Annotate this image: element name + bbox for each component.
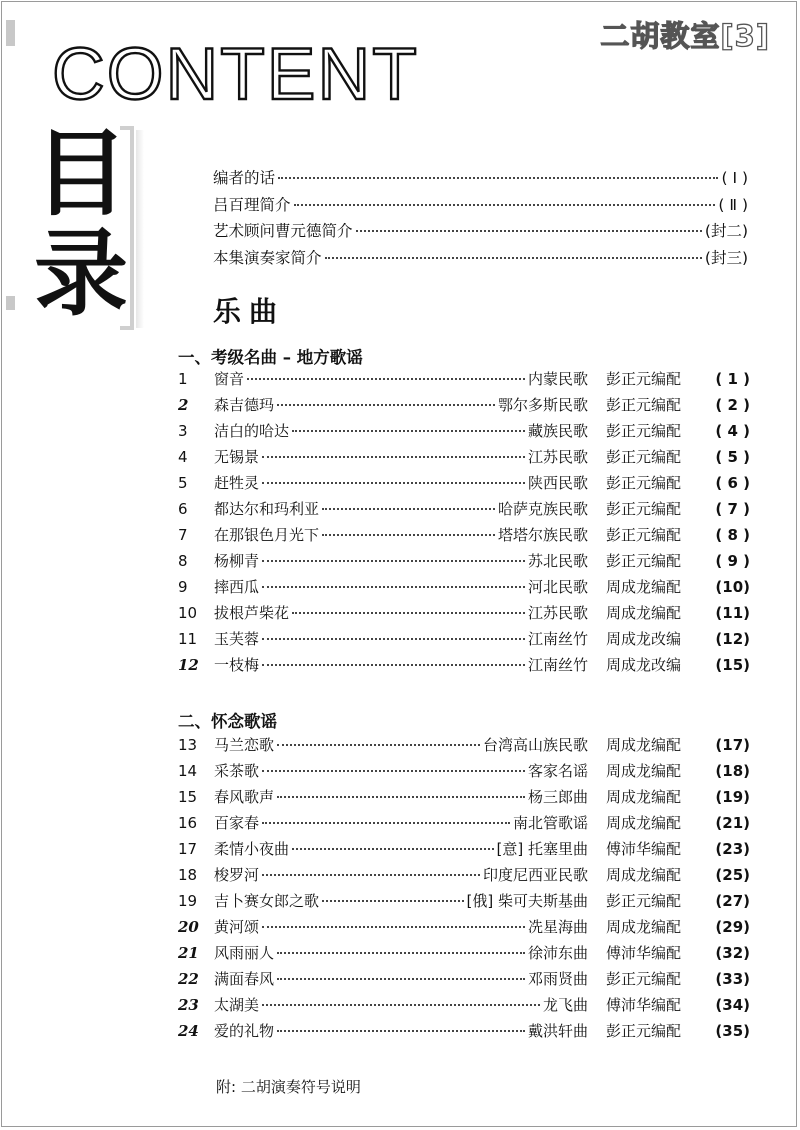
entry-title: 洁白的哈达 (214, 422, 290, 440)
front-matter-title: 本集演奏家简介 (213, 249, 322, 268)
entry-title: 柔情小夜曲 (214, 840, 290, 858)
appendix-note: 附: 二胡演奏符号说明 (216, 1078, 361, 1096)
entry-number: 13 (178, 736, 198, 754)
entry-title: 窗音 (214, 370, 245, 388)
entry-title: 吉卜赛女郎之歌 (214, 892, 320, 910)
entry-origin: 陕西民歌 (527, 474, 588, 492)
entry-title: 黄河颂 (214, 918, 260, 936)
toc-entry (178, 550, 750, 576)
entry-number: 16 (178, 814, 198, 832)
front-matter-item (213, 246, 748, 273)
entry-number: 11 (178, 630, 198, 648)
entry-number: 23 (178, 996, 199, 1014)
entry-number: 7 (178, 526, 188, 544)
entry-page: ( 9 ) (715, 552, 750, 570)
dot-leader (322, 899, 464, 902)
entry-origin: 南北管歌谣 (512, 814, 588, 832)
front-matter-item (213, 166, 748, 193)
entry-page: (17) (715, 736, 750, 754)
entry-title: 杨柳青 (214, 552, 260, 570)
entry-origin: 哈萨克族民歌 (497, 500, 588, 518)
entry-number: 21 (178, 944, 199, 962)
entry-arranger: 周成龙编配 (606, 866, 682, 884)
entry-origin: 河北民歌 (527, 578, 588, 596)
dot-leader (322, 507, 495, 510)
front-matter-page: (封二) (704, 222, 748, 241)
edge-mark-top (6, 20, 15, 46)
entry-page: (25) (715, 866, 750, 884)
entry-origin: 江南丝竹 (527, 630, 588, 648)
entry-number: 6 (178, 500, 188, 518)
entry-title: 赶牲灵 (214, 474, 260, 492)
entry-title: 无锡景 (214, 448, 260, 466)
dot-leader (262, 925, 525, 928)
entry-origin: 江苏民歌 (527, 448, 588, 466)
entry-arranger: 彭正元编配 (606, 1022, 682, 1040)
dot-leader (262, 585, 525, 588)
entry-page: ( 7 ) (715, 500, 750, 518)
entry-origin: 鄂尔多斯民歌 (497, 396, 588, 414)
entry-arranger: 彭正元编配 (606, 474, 682, 492)
entry-origin: 杨三郎曲 (527, 788, 588, 806)
entry-arranger: 彭正元编配 (606, 892, 682, 910)
entry-arranger: 傅沛华编配 (606, 996, 682, 1014)
entry-title: 梭罗河 (214, 866, 260, 884)
toc-entry (178, 1020, 750, 1046)
entry-title: 一枝梅 (214, 656, 260, 674)
entry-arranger: 彭正元编配 (606, 526, 682, 544)
front-matter-list (213, 166, 748, 273)
entry-number: 17 (178, 840, 198, 858)
entry-title: 都达尔和玛利亚 (214, 500, 320, 518)
entry-page: (11) (715, 604, 750, 622)
entry-origin: 戴洪轩曲 (527, 1022, 588, 1040)
entry-arranger: 周成龙编配 (606, 762, 682, 780)
toc-entry (178, 786, 750, 812)
front-matter-item (213, 219, 748, 246)
entry-number: 15 (178, 788, 198, 806)
dot-leader (292, 847, 494, 850)
dot-leader (292, 429, 525, 432)
entry-arranger: 周成龙编配 (606, 788, 682, 806)
section-1-list (178, 368, 750, 680)
series-title: 二胡教室[3] (600, 19, 770, 53)
entry-title: 摔西瓜 (214, 578, 260, 596)
entry-title: 马兰恋歌 (214, 736, 275, 754)
toc-entry (178, 838, 750, 864)
entry-number: 12 (178, 656, 199, 674)
front-matter-page: ( Ⅰ ) (721, 169, 748, 187)
dot-leader (356, 229, 702, 232)
front-matter-title: 编者的话 (213, 169, 276, 187)
toc-entry (178, 968, 750, 994)
dot-leader (278, 176, 718, 179)
entry-number: 24 (178, 1022, 199, 1040)
dot-leader (277, 977, 525, 980)
entry-number: 20 (178, 918, 199, 936)
toc-entry (178, 916, 750, 942)
entry-title: 玉芙蓉 (214, 630, 260, 648)
toc-entry (178, 812, 750, 838)
entry-arranger: 傅沛华编配 (606, 944, 682, 962)
toc-entry (178, 394, 750, 420)
entry-page: ( 5 ) (715, 448, 750, 466)
entry-number: 18 (178, 866, 198, 884)
entry-arranger: 彭正元编配 (606, 370, 682, 388)
entry-arranger: 彭正元编配 (606, 396, 682, 414)
entry-number: 8 (178, 552, 188, 570)
toc-bracket-shadow (136, 130, 144, 328)
front-matter-title: 艺术顾问曹元德简介 (213, 222, 353, 241)
music-heading: 乐曲 (213, 295, 286, 328)
entry-origin: 印度尼西亚民歌 (482, 866, 588, 884)
entry-origin: [意] 托塞里曲 (496, 840, 588, 858)
toc-entry (178, 472, 750, 498)
dot-leader (277, 403, 495, 406)
dot-leader (262, 455, 525, 458)
entry-page: ( 1 ) (715, 370, 750, 388)
toc-entry (178, 994, 750, 1020)
dot-leader (262, 663, 525, 666)
dot-leader (325, 256, 702, 259)
dot-leader (262, 559, 525, 562)
toc-entry (178, 498, 750, 524)
entry-page: ( 4 ) (715, 422, 750, 440)
entry-origin: 藏族民歌 (527, 422, 588, 440)
dot-leader (262, 481, 525, 484)
entry-page: (15) (715, 656, 750, 674)
entry-origin: 徐沛东曲 (527, 944, 588, 962)
front-matter-title: 吕百理简介 (213, 195, 291, 214)
dot-leader (262, 769, 525, 772)
entry-arranger: 周成龙编配 (606, 918, 682, 936)
section-2-list (178, 734, 750, 1046)
dot-leader (277, 951, 525, 954)
entry-number: 1 (178, 370, 188, 388)
entry-arranger: 彭正元编配 (606, 552, 682, 570)
dot-leader (262, 873, 480, 876)
entry-origin: 塔塔尔族民歌 (497, 526, 588, 544)
entry-origin: [俄] 柴可夫斯基曲 (466, 892, 588, 910)
entry-origin: 龙飞曲 (542, 996, 588, 1014)
toc-entry (178, 628, 750, 654)
entry-page: (29) (715, 918, 750, 936)
entry-page: (21) (715, 814, 750, 832)
entry-arranger: 彭正元编配 (606, 448, 682, 466)
entry-page: ( 8 ) (715, 526, 750, 544)
toc-entry (178, 446, 750, 472)
content-heading: CONTENT (52, 34, 419, 115)
entry-arranger: 彭正元编配 (606, 970, 682, 988)
entry-number: 5 (178, 474, 188, 492)
entry-arranger: 彭正元编配 (606, 500, 682, 518)
toc-entry (178, 864, 750, 890)
entry-number: 14 (178, 762, 198, 780)
entry-title: 森吉德玛 (214, 396, 275, 414)
front-matter-page: (封三) (704, 249, 748, 268)
entry-title: 满面春风 (214, 970, 275, 988)
entry-page: (34) (715, 996, 750, 1014)
section-heading-1: 一、考级名曲 – 地方歌谣 (178, 348, 363, 367)
dot-leader (262, 821, 510, 824)
entry-page: (23) (715, 840, 750, 858)
entry-title: 风雨丽人 (214, 944, 275, 962)
entry-origin: 江苏民歌 (527, 604, 588, 622)
toc-heading-char-2: 录 (34, 220, 129, 329)
entry-page: (12) (715, 630, 750, 648)
entry-number: 9 (178, 578, 188, 596)
dot-leader (262, 637, 525, 640)
toc-entry (178, 654, 750, 680)
entry-number: 2 (178, 396, 189, 414)
dot-leader (247, 377, 525, 380)
dot-leader (277, 743, 480, 746)
entry-number: 22 (178, 970, 199, 988)
entry-number: 19 (178, 892, 198, 910)
entry-title: 在那银色月光下 (214, 526, 320, 544)
entry-title: 春风歌声 (214, 788, 275, 806)
toc-entry (178, 760, 750, 786)
entry-title: 太湖美 (214, 996, 260, 1014)
entry-arranger: 周成龙改编 (606, 630, 682, 648)
entry-arranger: 傅沛华编配 (606, 840, 682, 858)
entry-origin: 冼星海曲 (527, 918, 588, 936)
toc-entry (178, 942, 750, 968)
entry-origin: 台湾高山族民歌 (482, 736, 588, 754)
dot-leader (294, 203, 716, 206)
toc-bracket (120, 126, 134, 330)
toc-entry (178, 576, 750, 602)
dot-leader (292, 611, 525, 614)
entry-page: ( 2 ) (715, 396, 750, 414)
entry-arranger: 周成龙编配 (606, 604, 682, 622)
entry-arranger: 周成龙编配 (606, 736, 682, 754)
entry-origin: 客家名谣 (527, 762, 588, 780)
entry-page: (19) (715, 788, 750, 806)
entry-page: (35) (715, 1022, 750, 1040)
toc-entry (178, 734, 750, 760)
entry-title: 百家春 (214, 814, 260, 832)
toc-entry (178, 524, 750, 550)
entry-arranger: 周成龙改编 (606, 656, 682, 674)
dot-leader (277, 1029, 525, 1032)
entry-arranger: 彭正元编配 (606, 422, 682, 440)
toc-entry (178, 368, 750, 394)
entry-number: 4 (178, 448, 188, 466)
entry-page: (10) (715, 578, 750, 596)
toc-entry (178, 602, 750, 628)
edge-mark-bottom (6, 296, 15, 310)
entry-origin: 苏北民歌 (527, 552, 588, 570)
entry-page: ( 6 ) (715, 474, 750, 492)
toc-heading-char-1: 目 (34, 120, 129, 229)
dot-leader (277, 795, 525, 798)
entry-title: 爱的礼物 (214, 1022, 275, 1040)
dot-leader (322, 533, 495, 536)
entry-origin: 江南丝竹 (527, 656, 588, 674)
dot-leader (262, 1003, 540, 1006)
toc-entry (178, 890, 750, 916)
entry-page: (27) (715, 892, 750, 910)
entry-title: 采茶歌 (214, 762, 260, 780)
toc-entry (178, 420, 750, 446)
entry-arranger: 周成龙编配 (606, 814, 682, 832)
front-matter-page: ( Ⅱ ) (718, 195, 748, 214)
entry-page: (32) (715, 944, 750, 962)
entry-page: (18) (715, 762, 750, 780)
entry-title: 拔根芦柴花 (214, 604, 290, 622)
section-heading-2: 二、怀念歌谣 (178, 712, 277, 731)
entry-arranger: 周成龙编配 (606, 578, 682, 596)
entry-number: 10 (178, 604, 198, 622)
entry-origin: 内蒙民歌 (527, 370, 588, 388)
entry-origin: 邓雨贤曲 (527, 970, 588, 988)
front-matter-item (213, 193, 748, 220)
entry-number: 3 (178, 422, 188, 440)
entry-page: (33) (715, 970, 750, 988)
